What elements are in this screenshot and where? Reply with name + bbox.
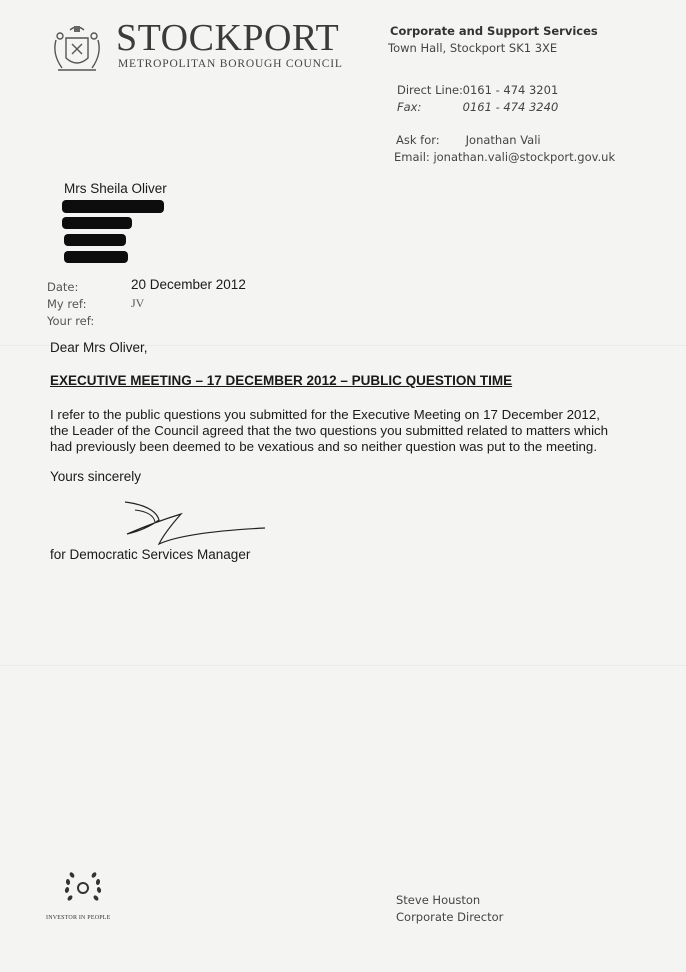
date-label: Date: (47, 280, 79, 294)
paper-fold (0, 665, 686, 667)
your-ref-label: Your ref: (47, 314, 95, 328)
ask-for-label: Ask for: (396, 133, 440, 147)
my-ref-value: JV (131, 296, 145, 310)
council-subtitle: METROPOLITAN BOROUGH COUNCIL (118, 58, 343, 70)
direct-line-value: 0161 - 474 3201 (462, 83, 559, 97)
email-row (394, 150, 615, 164)
director-name: Steve Houston (396, 893, 481, 907)
investor-in-people-text: INVESTOR IN PEOPLE (46, 915, 111, 921)
body-line: I refer to the public questions you submitted for the Executive Meeting on 17 December 2012, (50, 407, 600, 422)
council-name: STOCKPORT (116, 17, 340, 59)
fax-value: 0161 - 474 3240 (462, 100, 559, 114)
closing: Yours sincerely (50, 469, 142, 484)
ask-for-value: Jonathan Vali (465, 133, 541, 147)
ask-for-row (396, 133, 541, 147)
date-value: 20 December 2012 (131, 277, 246, 292)
address: Town Hall, Stockport SK1 3XE (388, 41, 558, 55)
my-ref-label: My ref: (47, 297, 87, 311)
body-line: had previously been deemed to be vexatious and so neither question was put to the meeting. (50, 439, 598, 454)
council-crest-icon (44, 20, 110, 78)
redacted-address-line (62, 200, 164, 213)
director-title: Corporate Director (396, 910, 504, 924)
recipient-name: Mrs Sheila Oliver (64, 181, 167, 196)
direct-line-label: Direct Line: (397, 83, 463, 97)
signature-icon (115, 492, 275, 552)
investor-in-people-wreath-icon (60, 868, 106, 908)
redacted-address-line (64, 251, 128, 263)
letter-subject: EXECUTIVE MEETING – 17 DECEMBER 2012 – PUBLIC QUESTION TIME (50, 373, 513, 388)
direct-line-row (397, 83, 558, 97)
fax-label: Fax: (397, 100, 422, 114)
redacted-address-line (64, 234, 126, 246)
fax-row (397, 100, 558, 114)
body-line: the Leader of the Council agreed that the two questions you submitted related to matters which (50, 423, 609, 438)
email-label: Email: (394, 150, 430, 164)
redacted-address-line (62, 217, 132, 229)
signoff: for Democratic Services Manager (50, 547, 251, 562)
salutation: Dear Mrs Oliver, (50, 340, 148, 355)
email-value[interactable]: jonathan.vali@stockport.gov.uk (433, 150, 616, 164)
department: Corporate and Support Services (390, 24, 598, 38)
